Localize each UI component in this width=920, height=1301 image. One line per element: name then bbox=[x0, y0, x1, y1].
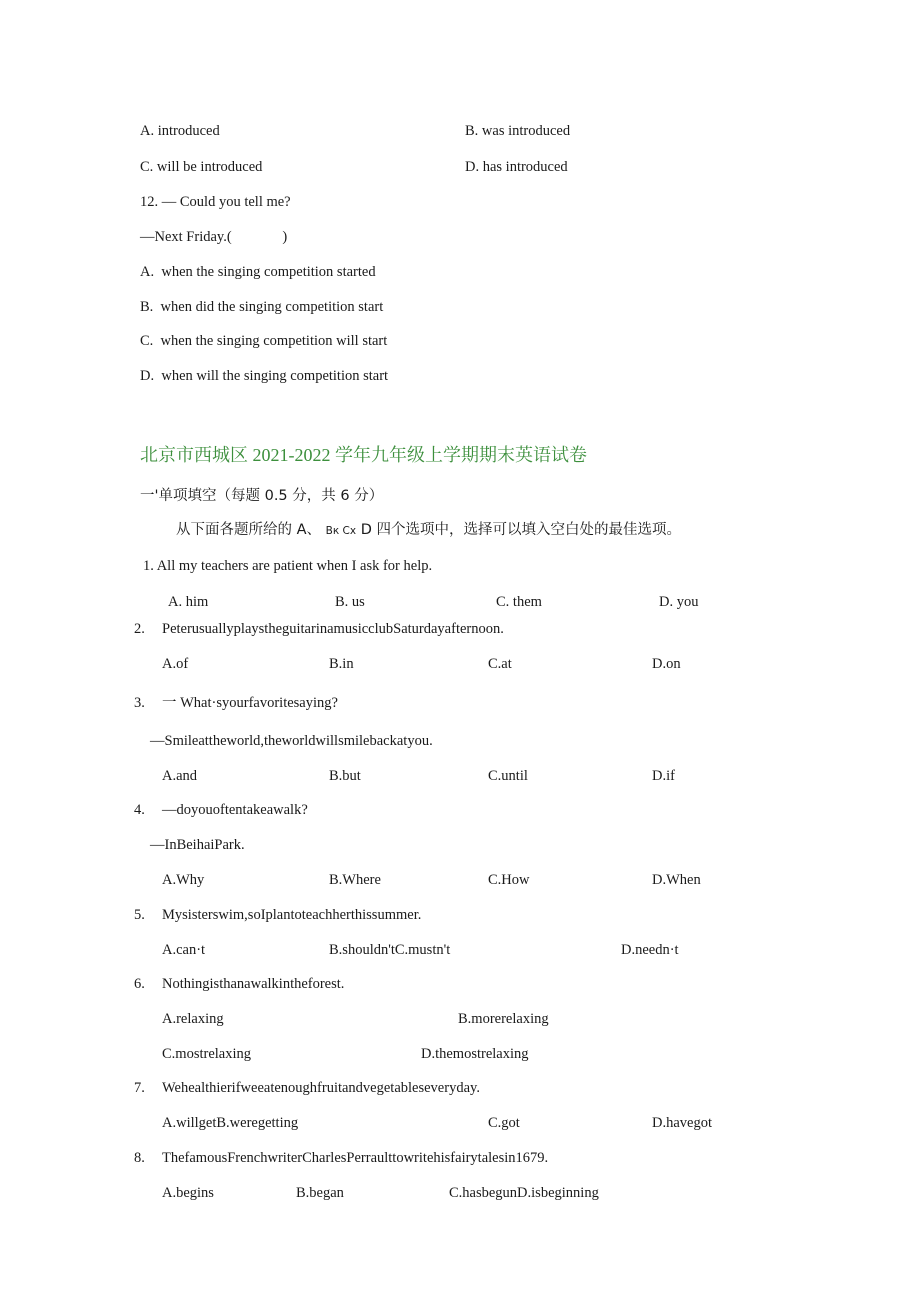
q1-option-a: A. him bbox=[168, 594, 209, 610]
q7-option-ab: A.willgetB.weregetting bbox=[162, 1115, 299, 1131]
q12-option-c: C. when the singing competition will start bbox=[140, 333, 388, 349]
q8-option-a: A.begins bbox=[162, 1185, 214, 1201]
q12-option-b: B. when did the singing competition start bbox=[140, 299, 384, 315]
section-title: 北京市西城区 2021-2022 学年九年级上学期期末英语试卷 bbox=[140, 445, 587, 465]
q5-option-d: D.needn·t bbox=[621, 942, 679, 958]
q3-number: 3. bbox=[134, 695, 145, 711]
q3-stem: 一 What·syourfavoritesaying? bbox=[162, 695, 338, 711]
q5-stem: Mysisterswim,soIplantoteachherthissummer. bbox=[162, 907, 422, 923]
q11-option-a: A. introduced bbox=[140, 123, 220, 139]
instruction-small: Bк Cх bbox=[325, 525, 357, 537]
part-heading: 一'单项填空（每题 0.5 分，共 6 分） bbox=[140, 488, 384, 504]
q8-number: 8. bbox=[134, 1150, 145, 1166]
q2-option-d: D.on bbox=[652, 656, 681, 672]
q3-option-a: A.and bbox=[162, 768, 198, 784]
q4-option-d: D.When bbox=[652, 872, 701, 888]
q8-stem: ThefamousFrenchwriterCharlesPerraulttowritehisfairytalesin1679. bbox=[162, 1150, 549, 1166]
q4-option-c: C.How bbox=[488, 872, 530, 888]
q5-number: 5. bbox=[134, 907, 145, 923]
q6-option-d: D.themostrelaxing bbox=[421, 1046, 529, 1062]
q4-stem: —doyouoftentakeawalk? bbox=[162, 802, 308, 818]
q1-option-b: B. us bbox=[335, 594, 365, 610]
q12-answer-line: —Next Friday.( ) bbox=[140, 229, 288, 245]
q3-option-c: C.until bbox=[488, 768, 528, 784]
q4-stem-reply: —InBeihaiPark. bbox=[150, 837, 245, 853]
q6-stem: Nothingisthanawalkintheforest. bbox=[162, 976, 345, 992]
q6-option-b: B.morerelaxing bbox=[458, 1011, 549, 1027]
q2-option-b: B.in bbox=[329, 656, 354, 672]
instruction bbox=[176, 521, 681, 540]
q5-option-a: A.can·t bbox=[162, 942, 206, 958]
q6-number: 6. bbox=[134, 976, 145, 992]
q8-option-b: B.began bbox=[296, 1185, 344, 1201]
q12-stem: 12. — Could you tell me? bbox=[140, 194, 291, 210]
q4-option-a: A.Why bbox=[162, 872, 205, 888]
q6-option-c: C.mostrelaxing bbox=[162, 1046, 252, 1062]
q1-option-c: C. them bbox=[496, 594, 542, 610]
q2-option-c: C.at bbox=[488, 656, 512, 672]
q12-option-a: A. when the singing competition started bbox=[140, 264, 376, 280]
q7-option-d: D.havegot bbox=[652, 1115, 712, 1131]
q8-option-cd: C.hasbegunD.isbeginning bbox=[449, 1185, 599, 1201]
q1-stem: 1. All my teachers are patient when I ask for help. bbox=[143, 558, 433, 574]
q11-option-d: D. has introduced bbox=[465, 159, 568, 175]
q6-option-a: A.relaxing bbox=[162, 1011, 224, 1027]
instruction-post: D 四个选项中，选择可以填入空白处的最佳选项。 bbox=[360, 522, 681, 538]
q5-option-bc: B.shouldn'tC.mustn't bbox=[329, 942, 451, 958]
q3-stem-reply: —Smileattheworld,theworldwillsmilebackatyou. bbox=[150, 733, 433, 749]
q12-option-d: D. when will the singing competition start bbox=[140, 368, 389, 384]
q4-option-b: B.Where bbox=[329, 872, 381, 888]
q4-number: 4. bbox=[134, 802, 145, 818]
q2-option-a: A.of bbox=[162, 656, 189, 672]
q7-number: 7. bbox=[134, 1080, 145, 1096]
q7-option-c: C.got bbox=[488, 1115, 520, 1131]
instruction-pre: 从下面各题所给的 A、 bbox=[176, 522, 322, 538]
q7-stem: Wehealthierifweeatenoughfruitandvegetableseveryday. bbox=[162, 1080, 480, 1096]
q2-number: 2. bbox=[134, 621, 145, 637]
q11-option-b: B. was introduced bbox=[465, 123, 571, 139]
q1-option-d: D. you bbox=[659, 594, 699, 610]
q2-stem: Peterusuallyplaystheguitarinamusicclub​Saturdayafternoon. bbox=[162, 621, 504, 637]
q11-option-c: C. will be introduced bbox=[140, 159, 263, 175]
q3-option-b: B.but bbox=[329, 768, 361, 784]
q3-option-d: D.if bbox=[652, 768, 675, 784]
